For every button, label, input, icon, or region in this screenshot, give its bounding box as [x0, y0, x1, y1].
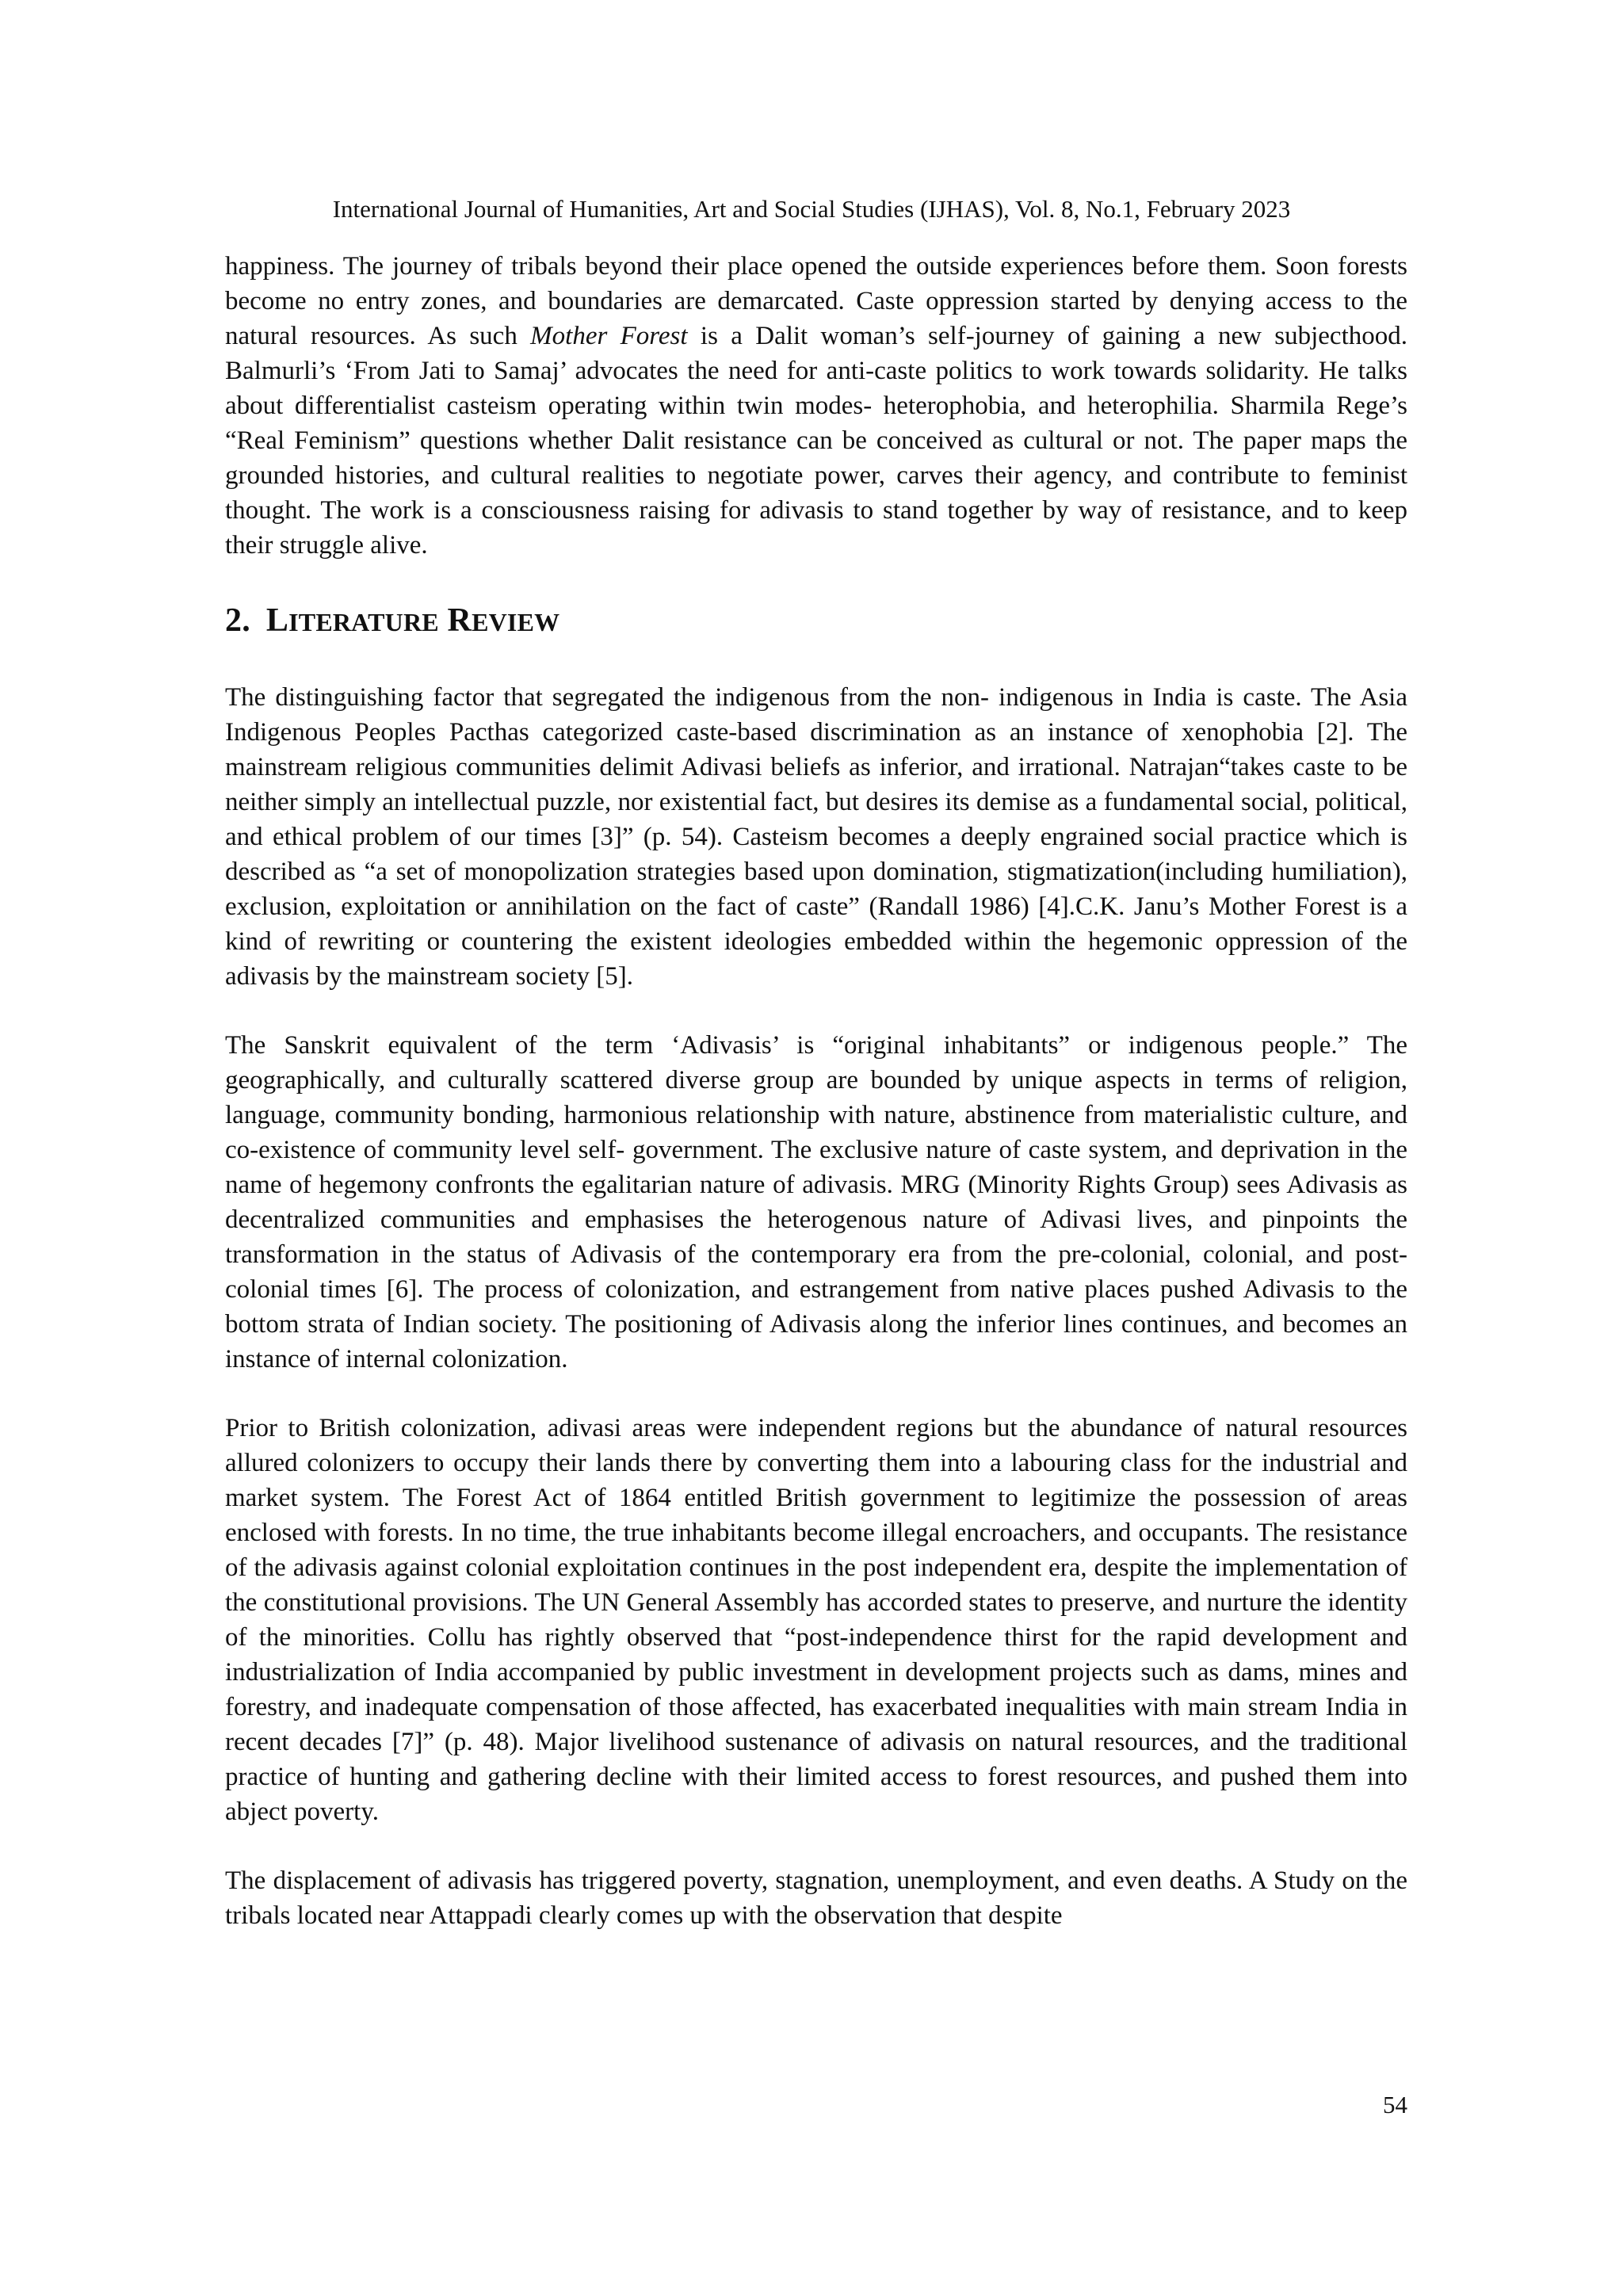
paragraph-adivasis-definition: The Sanskrit equivalent of the term ‘Adivasis’ is “original inhabitants” or indigenous people.” The geographically, and culturally scattered diverse group are bounded by unique aspects in terms of religion, language, community bonding, harmonious relationship with nature, abstinence from materialistic culture, and co-existence of community level self- government. The exclusive nature of caste system, and deprivation in the name of hegemony confronts the egalitarian nature of adivasis. MRG (Minority Rights Group) sees Adivasis as decentralized communities and emphasises the heterogenous nature of Adivasi lives, and pinpoints the transformation in the status of Adivasis of the contemporary era from the pre-colonial, colonial, and post-colonial times [6]. The process of colonization, and estrangement from native places pushed Adivasis to the bottom strata of Indian society. The positioning of Adivasis along the inferior lines continues, and becomes an instance of internal colonization. [225, 1031, 1407, 1373]
paragraph-text: is a Dalit woman’s self-journey of gaining a new subjecthood. Balmurli’s ‘From Jati to Samaj’ advocates the need for anti-caste politics to work towards solidarity. He talks about differentialist casteism operating within twin modes- heterophobia, and heterophilia. Sharmila Rege’s “Real Feminism” questions whether Dalit resistance can be conceived as cultural or not. The paper maps the grounded histories, and cultural realities to negotiate power, carves their agency, and contribute to feminist thought. The work is a consciousness raising for adivasis to stand together by way of resistance, and to keep their struggle alive. [225, 322, 1407, 560]
page-number: 54 [1383, 2091, 1407, 2118]
paragraph-intro-continued [225, 249, 1407, 563]
paragraph-displacement: The displacement of adivasis has triggered poverty, stagnation, unemployment, and even deaths. A Study on the tribals located near Attappadi clearly comes up with the observation that despite [225, 1866, 1407, 1930]
paragraph-text: happiness. The journey of tribals beyond their place opened the outside experiences before them. Soon forests become no entry zones, and boundaries are demarcated. Caste oppression started by denying access to the natural resources. As such [225, 252, 1407, 350]
section-number: 2. [225, 602, 250, 639]
book-title-mother-forest: Mother Forest [530, 322, 688, 350]
article-body [225, 249, 1407, 1933]
section-heading-literature-review [225, 600, 1407, 643]
section-title: LITERATURE REVIEW [265, 602, 560, 639]
running-header: International Journal of Humanities, Art and Social Studies (IJHAS), Vol. 8, No.1, February 2023 [332, 195, 1291, 223]
paragraph-caste-discrimination: The distinguishing factor that segregated the indigenous from the non- indigenous in India is caste. The Asia Indigenous Peoples Pacthas categorized caste-based discrimination as an instance of xenophobia [2]. The mainstream religious communities delimit Adivasi beliefs as inferior, and irrational. Natrajan“takes caste to be neither simply an intellectual puzzle, nor existential fact, but desires its demise as a fundamental social, political, and ethical problem of our times [3]” (p. 54). Casteism becomes a deeply engrained social practice which is described as “a set of monopolization strategies based upon domination, stigmatization(including humiliation), exclusion, exploitation or annihilation on the fact of caste” (Randall 1986) [4].C.K. Janu’s Mother Forest is a kind of rewriting or countering the existent ideologies embedded within the hegemonic oppression of the adivasis by the mainstream society [5]. [225, 683, 1407, 991]
paragraph-british-colonization: Prior to British colonization, adivasi areas were independent regions but the abundance of natural resources allured colonizers to occupy their lands there by converting them into a labouring class for the industrial and market system. The Forest Act of 1864 entitled British government to legitimize the possession of areas enclosed with forests. In no time, the true inhabitants become illegal encroachers, and occupants. The resistance of the adivasis against colonial exploitation continues in the post independent era, despite the implementation of the constitutional provisions. The UN General Assembly has accorded states to preserve, and nurture the identity of the minorities. Collu has rightly observed that “post-independence thirst for the rapid development and industrialization of India accompanied by public investment in development projects such as dams, mines and forestry, and inadequate compensation of those affected, has exacerbated inequalities with main stream India in recent decades [7]” (p. 48). Major livelihood sustenance of adivasis on natural resources, and the traditional practice of hunting and gathering decline with their limited access to forest resources, and pushed them into abject poverty. [225, 1414, 1407, 1826]
